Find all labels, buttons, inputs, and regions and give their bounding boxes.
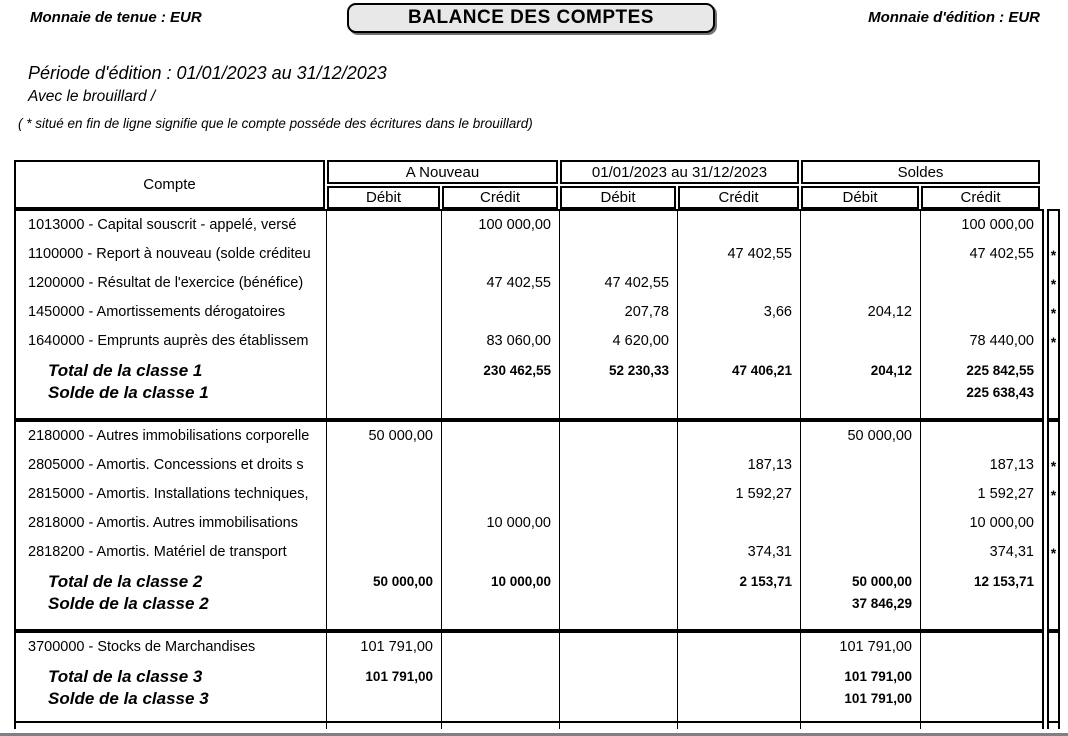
balance-table <box>14 160 1060 729</box>
account-row <box>16 538 1042 567</box>
amount-cell: 47 402,55 <box>442 269 560 298</box>
section-filler-row <box>16 614 1042 629</box>
amount-cell <box>801 269 921 298</box>
amount-cell <box>442 451 560 480</box>
amount-cell <box>560 422 678 451</box>
amount-cell <box>442 480 560 509</box>
draft-star-cell: * <box>1050 333 1057 350</box>
amount-cell <box>921 298 1042 327</box>
amount-cell <box>560 480 678 509</box>
section-main <box>14 209 1044 420</box>
report-title: BALANCE DES COMPTES <box>408 7 654 28</box>
account-label: 1450000 - Amortissements dérogatoires <box>16 298 327 327</box>
amount-cell <box>560 509 678 538</box>
amount-cell <box>327 538 442 567</box>
amount-cell <box>801 509 921 538</box>
amount-cell <box>560 633 678 662</box>
edition-currency-label: Monnaie d'édition : EUR <box>868 9 1040 26</box>
subcolumn-credit: Crédit <box>678 186 799 209</box>
summary-label: Solde de la classe 2 <box>16 594 327 614</box>
amount-cell: 101 791,00 <box>801 689 921 709</box>
amount-cell: 374,31 <box>989 544 1034 560</box>
account-label: 2818200 - Amortis. Matériel de transport <box>16 538 327 567</box>
amount-cell: 10 000,00 <box>969 515 1034 531</box>
amount-cell <box>921 422 1042 451</box>
section-filler-row <box>16 709 1042 721</box>
class-total-row <box>16 662 1042 689</box>
report-title-box <box>347 3 715 33</box>
subcolumn-debit: Débit <box>560 186 676 209</box>
amount-cell <box>327 451 442 480</box>
draft-star-cell: * <box>1050 544 1057 561</box>
account-label: 1013000 - Capital souscrit - appelé, versé <box>16 211 327 240</box>
amount-cell <box>801 451 921 480</box>
class-section <box>14 209 1060 420</box>
column-header-compte: Compte <box>14 160 325 209</box>
draft-star-cell <box>1049 422 1058 451</box>
amount-cell: 204,12 <box>801 298 921 327</box>
amount-cell <box>442 662 560 689</box>
edition-period-label: Période d'édition : 01/01/2023 au 31/12/2023 <box>28 63 387 83</box>
amount-cell <box>921 633 1042 662</box>
account-label: 1200000 - Résultat de l'exercice (bénéfice) <box>16 269 327 298</box>
amount-cell <box>560 594 678 614</box>
account-row <box>16 211 1042 240</box>
draft-star-cell <box>1049 633 1058 662</box>
amount-cell <box>327 211 442 240</box>
amount-cell <box>801 327 921 356</box>
amount-cell: 2 153,71 <box>678 567 801 594</box>
amount-cell: 374,31 <box>678 538 801 567</box>
next-section-sliver <box>14 723 1060 729</box>
amount-cell <box>327 240 442 269</box>
amount-cell <box>442 298 560 327</box>
account-label: 2818000 - Amortis. Autres immobilisations <box>16 509 327 538</box>
amount-cell: 50 000,00 <box>327 422 442 451</box>
section-main <box>14 420 1044 631</box>
amount-cell: 101 791,00 <box>327 633 442 662</box>
amount-cell: 83 060,00 <box>442 327 560 356</box>
account-label: 2815000 - Amortis. Installations techniques, <box>16 480 327 509</box>
amount-cell: 37 846,29 <box>801 594 921 614</box>
amount-cell: 101 791,00 <box>801 633 921 662</box>
amount-cell: 101 791,00 <box>327 662 442 689</box>
section-star-strip <box>1047 631 1060 723</box>
column-group-period <box>560 160 799 209</box>
amount-cell <box>678 422 801 451</box>
amount-cell <box>442 240 560 269</box>
amount-cell: 47 402,55 <box>560 269 678 298</box>
amount-cell <box>560 538 678 567</box>
amount-cell <box>801 383 921 403</box>
amount-cell: 4 620,00 <box>560 327 678 356</box>
amount-cell <box>678 509 801 538</box>
amount-cell: 100 000,00 <box>961 217 1034 233</box>
section-main <box>14 631 1044 723</box>
account-row <box>16 240 1042 269</box>
amount-cell <box>327 383 442 403</box>
amount-cell: 225 638,43 <box>966 385 1034 400</box>
amount-cell: 187,13 <box>678 451 801 480</box>
amount-cell: 1 592,27 <box>678 480 801 509</box>
amount-cell <box>327 356 442 383</box>
amount-cell <box>678 662 801 689</box>
draft-mode-label: Avec le brouillard / <box>28 88 156 105</box>
section-filler-row <box>16 403 1042 418</box>
amount-cell <box>678 211 801 240</box>
amount-cell <box>801 211 921 240</box>
draft-star-cell: * <box>1050 457 1057 474</box>
amount-cell <box>921 662 1042 689</box>
amount-cell: 12 153,71 <box>973 574 1034 589</box>
amount-cell <box>442 689 560 709</box>
account-row <box>16 327 1042 356</box>
amount-cell <box>801 480 921 509</box>
account-row <box>16 269 1042 298</box>
amount-cell <box>327 689 442 709</box>
amount-cell: 230 462,55 <box>442 356 560 383</box>
group-label: Soldes <box>801 160 1040 184</box>
account-label: 1100000 - Report à nouveau (solde créditeu <box>16 240 327 269</box>
amount-cell <box>678 327 801 356</box>
amount-cell: 52 230,33 <box>560 356 678 383</box>
class-section <box>14 631 1060 723</box>
subcolumn-debit: Débit <box>327 186 440 209</box>
amount-cell: 78 440,00 <box>969 333 1034 349</box>
amount-cell <box>560 567 678 594</box>
amount-cell: 225 842,55 <box>966 363 1034 378</box>
draft-star-cell: * <box>1050 486 1057 503</box>
draft-star-cell <box>1049 211 1058 240</box>
amount-cell <box>327 298 442 327</box>
subcolumn-credit: Crédit <box>442 186 558 209</box>
amount-cell <box>442 633 560 662</box>
amount-cell <box>560 383 678 403</box>
draft-star-cell <box>1049 509 1058 538</box>
amount-cell <box>327 509 442 538</box>
summary-label: Total de la classe 2 <box>16 567 327 594</box>
amount-cell: 100 000,00 <box>442 211 560 240</box>
amount-cell: 1 592,27 <box>977 486 1034 502</box>
amount-cell <box>560 211 678 240</box>
amount-cell <box>678 689 801 709</box>
table-body <box>14 209 1060 723</box>
amount-cell <box>442 422 560 451</box>
account-label: 2180000 - Autres immobilisations corporelle <box>16 422 327 451</box>
amount-cell: 47 406,21 <box>678 356 801 383</box>
class-solde-row <box>16 689 1042 709</box>
tenue-currency-label: Monnaie de tenue : EUR <box>30 9 202 26</box>
amount-cell <box>327 269 442 298</box>
account-label: 1640000 - Emprunts auprès des établissem <box>16 327 327 356</box>
amount-cell: 50 000,00 <box>801 567 921 594</box>
amount-cell <box>801 538 921 567</box>
amount-cell <box>801 240 921 269</box>
class-total-row <box>16 567 1042 594</box>
account-label: 3700000 - Stocks de Marchandises <box>16 633 327 662</box>
amount-cell <box>921 594 1042 614</box>
amount-cell: 3,66 <box>678 298 801 327</box>
amount-cell: 10 000,00 <box>442 509 560 538</box>
class-solde-row <box>16 383 1042 403</box>
section-star-strip <box>1047 209 1060 420</box>
amount-cell <box>678 383 801 403</box>
amount-cell <box>442 538 560 567</box>
class-solde-row <box>16 594 1042 614</box>
draft-star-cell: * <box>1050 246 1057 263</box>
amount-cell <box>678 269 801 298</box>
class-total-row <box>16 356 1042 383</box>
account-row <box>16 480 1042 509</box>
amount-cell: 187,13 <box>989 457 1034 473</box>
subcolumn-credit: Crédit <box>921 186 1040 209</box>
summary-label: Total de la classe 3 <box>16 662 327 689</box>
amount-cell: 47 402,55 <box>678 240 801 269</box>
group-label: 01/01/2023 au 31/12/2023 <box>560 160 799 184</box>
amount-cell: 10 000,00 <box>442 567 560 594</box>
amount-cell <box>327 327 442 356</box>
amount-cell <box>560 662 678 689</box>
amount-cell: 204,12 <box>801 356 921 383</box>
amount-cell <box>327 594 442 614</box>
account-row <box>16 451 1042 480</box>
subcolumn-debit: Débit <box>801 186 919 209</box>
amount-cell <box>560 451 678 480</box>
account-row <box>16 509 1042 538</box>
amount-cell <box>678 594 801 614</box>
summary-label: Total de la classe 1 <box>16 356 327 383</box>
amount-cell: 207,78 <box>560 298 678 327</box>
group-label: A Nouveau <box>327 160 558 184</box>
amount-cell: 101 791,00 <box>801 662 921 689</box>
column-group-a-nouveau <box>327 160 558 209</box>
account-row <box>16 422 1042 451</box>
amount-cell <box>921 689 1042 709</box>
amount-cell <box>327 480 442 509</box>
summary-label: Solde de la classe 1 <box>16 383 327 403</box>
amount-cell <box>560 240 678 269</box>
amount-cell <box>560 689 678 709</box>
draft-star-cell: * <box>1050 304 1057 321</box>
amount-cell <box>442 383 560 403</box>
class-section <box>14 420 1060 631</box>
asterisk-footnote: ( * situé en fin de ligne signifie que le compte posséde des écritures dans le brouillard) <box>18 116 533 131</box>
summary-label: Solde de la classe 3 <box>16 689 327 709</box>
amount-cell: 50 000,00 <box>801 422 921 451</box>
section-star-strip <box>1047 420 1060 631</box>
account-row <box>16 633 1042 662</box>
amount-cell <box>678 633 801 662</box>
amount-cell <box>442 594 560 614</box>
draft-star-cell: * <box>1050 275 1057 292</box>
account-row <box>16 298 1042 327</box>
account-label: 2805000 - Amortis. Concessions et droits s <box>16 451 327 480</box>
table-header <box>14 160 1060 209</box>
amount-cell: 47 402,55 <box>969 246 1034 262</box>
amount-cell: 50 000,00 <box>327 567 442 594</box>
column-group-soldes <box>801 160 1040 209</box>
amount-cell <box>921 269 1042 298</box>
